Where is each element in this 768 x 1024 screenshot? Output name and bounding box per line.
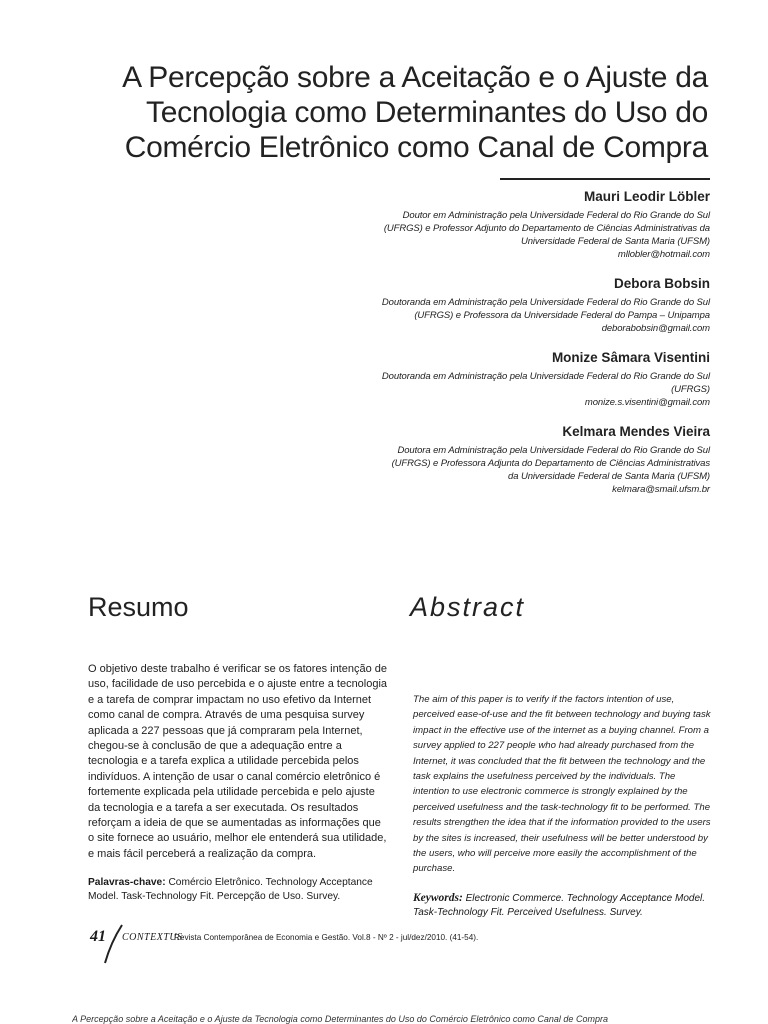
author-email[interactable]: kelmara@smail.ufsm.br [612,484,710,495]
keywords-pt-text: Comércio Eletrônico. Technology Acceptance Model. Task-Technology Fit. Percepção de Uso. Survey. [88,877,373,903]
author-block [380,188,710,261]
keywords-en-text: Electronic Commerce. Technology Acceptance Model. Task-Technology Fit. Perceived Usefulness. Survey. [413,892,705,918]
author-email[interactable]: deborabobsin@gmail.com [601,323,710,334]
keywords-en [413,891,713,920]
author-email[interactable]: monize.s.visentini@gmail.com [584,397,710,408]
keywords-en-label: Keywords: [413,891,463,904]
title-text: A Percepção sobre a Aceitação e o Ajuste da Tecnologia como Determinantes do Uso do Comércio Eletrônico como Canal de Compra [122,61,708,164]
author-affiliation: Doutoranda em Administração pela Universidade Federal do Rio Grande do Sul (UFRGS) e Professora da Universidade Federal do Pampa – Unipampa [381,297,710,321]
author-name: Kelmara Mendes Vieira [562,424,710,439]
author-block [380,423,710,496]
author-email[interactable]: mllobler@hotmail.com [617,249,710,260]
author-affiliation: Doutor em Administração pela Universidade Federal do Rio Grande do Sul (UFRGS) e Professor Adjunto do Departamento de Ciências Administrativas da Universidade Federal de Santa Maria (UFSM) [383,210,710,247]
keywords-pt-label: Palavras-chave: [88,877,166,889]
author-name: Monize Sâmara Visentini [551,350,710,365]
journal-info: Revista Contemporânea de Economia e Gestão. Vol.8 - Nº 2 - jul/dez/2010. (41-54). [174,933,479,942]
paper-title [120,60,708,165]
author-affiliation: Doutoranda em Administração pela Universidade Federal do Rio Grande do Sul (UFRGS) [381,371,710,395]
abstract-column [413,692,713,920]
author-affiliation: Doutora em Administração pela Universidade Federal do Rio Grande do Sul (UFRGS) e Professora Adjunta do Departamento de Ciências Administrativas da Universidade Federal de Santa Maria (UFSM) [391,445,710,482]
keywords-pt [88,876,388,904]
title-rule [500,178,710,180]
journal-logo: CONTEXTUS [122,932,183,943]
resumo-column [88,662,388,904]
abstract-paragraph: The aim of this paper is to verify if the factors intention of use, perceived ease-of-use and the fit between technology and buying task impact in the effective use of the internet as a buying channel. From a survey applied to 227 people who had already purchased from the Internet, it was concluded that the fit between the technology and the task explains the usefulness perceived by the individuals. The intention to use electronic commerce is strongly explained by the perceived usefulness and the task-technology fit to be performed. The results strengthen the idea that if the information provided to the users by the sites is increased, their usefulness will be better understood by the users, who will perceive more easily the accomplishment of the purchase. [413,694,711,875]
author-block [380,349,710,409]
page-number: 41 [90,928,106,945]
page-footer [88,924,708,964]
running-header: A Percepção sobre a Aceitação e o Ajuste da Tecnologia como Determinantes do Uso do Comércio Eletrônico como Canal de Compra [72,1014,608,1024]
resumo-paragraph: O objetivo deste trabalho é verificar se os fatores intenção de uso, facilidade de uso percebida e o ajuste entre a tecnologia e a tarefa de comprar impactam no uso efetivo da Internet como canal de compra. Através de uma pesquisa survey aplicada a 227 pessoas que já compraram pela Internet, chegou-se à conclusão de que a adequação entre a tecnologia e a tarefa explica a utilidade percebida pelos indivíduos. A intenção de usar o canal comércio eletrônico é fortemente explicada pela utilidade percebida e pelo ajuste da tecnologia e a tarefa a ser executada. Os resultados reforçam a ideia de que se aumentadas as informações que o site fornece ao usuário, melhor ele entenderá sua utilidade, e mais fácil perceberá a realização da compra. [88,663,388,860]
author-name: Debora Bobsin [613,276,710,291]
author-name: Mauri Leodir Löbler [583,189,710,204]
author-block [380,275,710,335]
slash-decoration-icon [102,924,124,964]
abstract-heading: Abstract [410,592,526,622]
resumo-heading: Resumo [88,592,189,622]
author-list [380,188,710,510]
